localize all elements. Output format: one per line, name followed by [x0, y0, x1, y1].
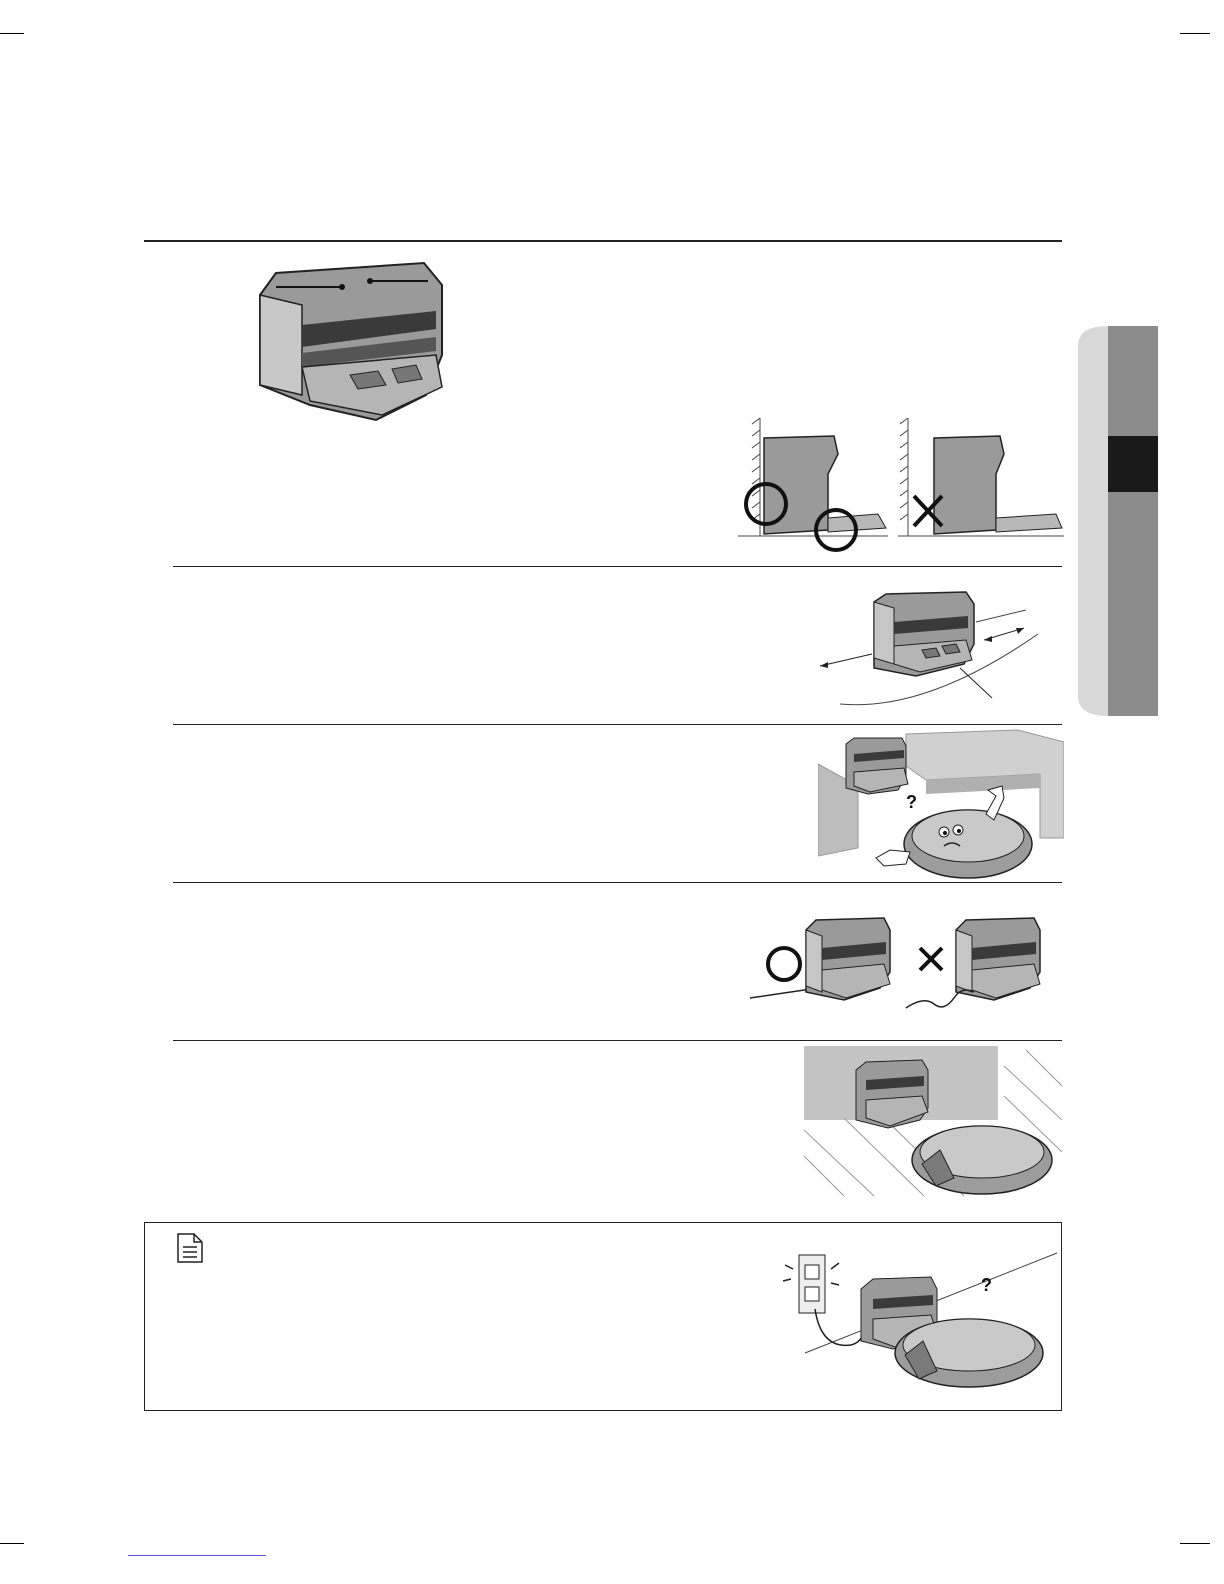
charging-station-overview: [246, 255, 462, 425]
note-illustration: [781, 1249, 1059, 1393]
note-icon: [177, 1233, 203, 1263]
crop-mark-top-left: [0, 33, 24, 34]
obstacles-illustration: [818, 728, 1064, 882]
section-divider-2: [173, 724, 1062, 725]
section-divider-3: [173, 882, 1062, 883]
svg-text:?: ?: [906, 792, 917, 812]
section-divider-4: [173, 1040, 1062, 1041]
clearance-illustration: [816, 584, 1044, 708]
section-divider-1: [173, 566, 1062, 567]
svg-text:?: ?: [981, 1275, 992, 1295]
crop-mark-bottom-right: [1180, 1543, 1210, 1544]
chapter-side-tab: [1078, 326, 1158, 716]
ok-mark-circle: [768, 948, 800, 980]
note-box: [144, 1222, 1062, 1411]
crop-mark-bottom-left: [0, 1543, 24, 1544]
crop-mark-top-right: [1180, 33, 1210, 34]
cord-placement-illustration: [748, 912, 1058, 1022]
floor-docking-illustration: [804, 1046, 1062, 1202]
charging-station-icon: [246, 255, 462, 425]
active-chapter-tab: [1108, 436, 1158, 492]
wall-placement-illustration: [738, 418, 1064, 554]
ng-mark-cross: [920, 948, 942, 970]
section-divider-top: [144, 240, 1062, 242]
footer-link-underline: [128, 1555, 266, 1556]
